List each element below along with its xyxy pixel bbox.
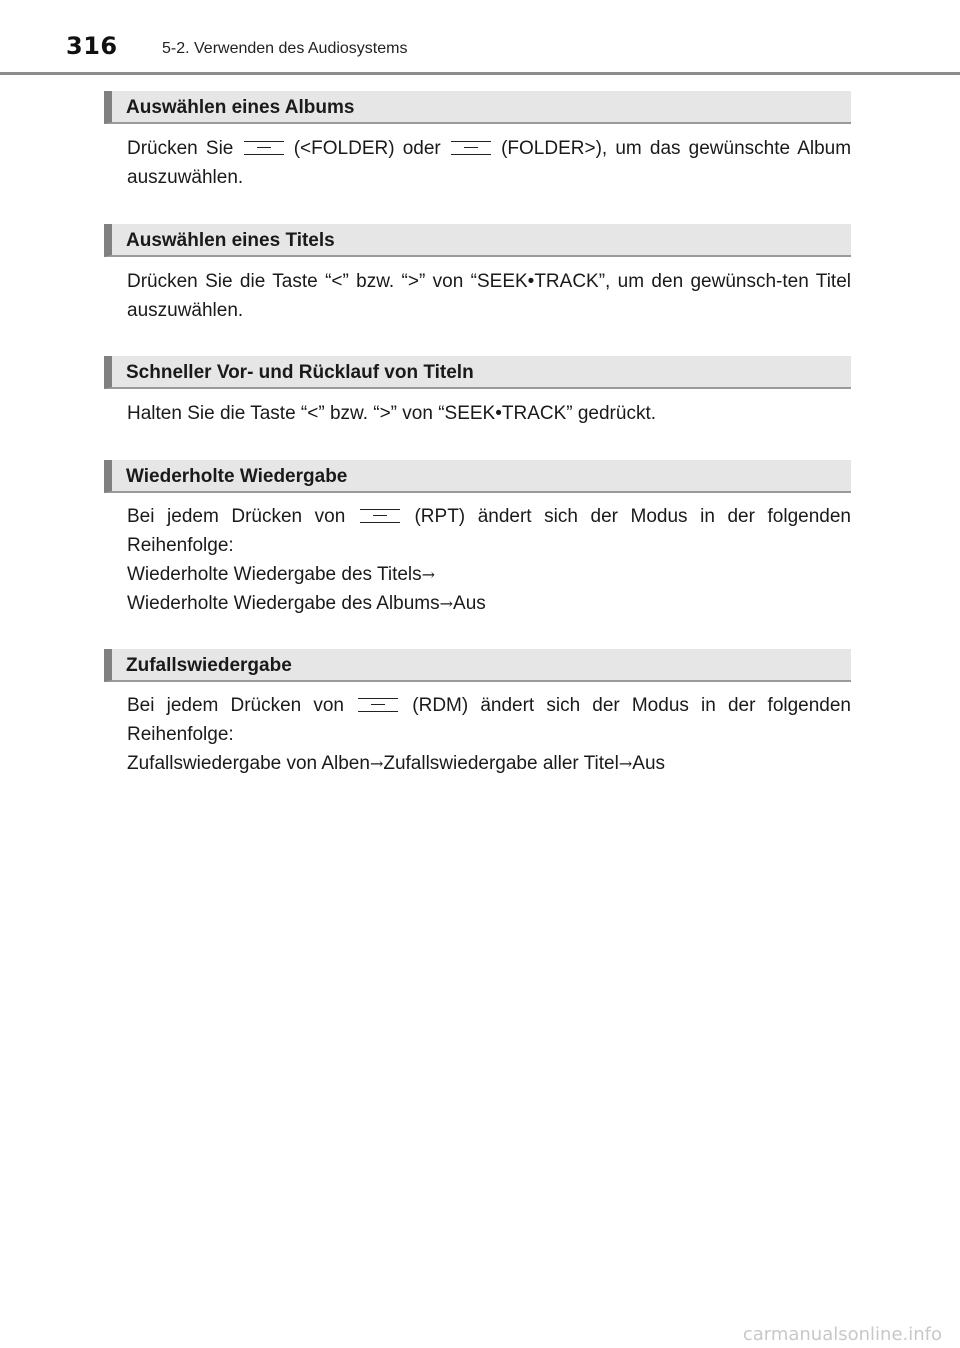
- body-text: Wiederholte Wiedergabe des Albums: [127, 593, 440, 614]
- section-title: Wiederholte Wiedergabe: [126, 466, 348, 487]
- body-text: Bei jedem Drücken von: [127, 695, 344, 716]
- watermark-text: carmanualsonline.info: [742, 1324, 942, 1345]
- body-text: Wiederholte Wiedergabe des Titels: [127, 564, 422, 585]
- page-number: 316: [66, 32, 118, 60]
- arrow-right-icon: →: [618, 754, 633, 773]
- section-heading: [104, 649, 851, 682]
- body-text: (RPT) ändert sich der Modus in der folgenden Reihenfolge:: [127, 506, 851, 556]
- section-heading: [104, 460, 851, 493]
- section-heading: [104, 224, 851, 257]
- body-text: Aus: [632, 753, 666, 774]
- arrow-right-icon: →: [439, 594, 454, 613]
- page-header: [0, 0, 960, 78]
- section-body: [104, 134, 851, 192]
- body-text: (<FOLDER) oder: [293, 138, 441, 159]
- sequence-line: [104, 560, 851, 589]
- body-text: Bei jedem Drücken von: [127, 506, 346, 527]
- rpt-button-icon: [360, 508, 400, 524]
- section-select-track: [104, 224, 851, 325]
- body-text: Aus: [453, 593, 486, 614]
- section-title: Zufallswiedergabe: [126, 655, 292, 676]
- section-heading: [104, 91, 851, 124]
- sequence-line: [104, 749, 851, 778]
- body-text: Zufallswiedergabe von Alben: [127, 753, 370, 774]
- body-text: (FOLDER>), um das gewünschte Album auszuwählen.: [127, 138, 852, 188]
- header-divider: [0, 72, 960, 75]
- arrow-right-icon: →: [369, 754, 384, 773]
- rdm-button-icon: [358, 697, 398, 713]
- arrow-right-icon: →: [421, 565, 436, 584]
- sequence-line: [104, 589, 851, 618]
- section-select-album: [104, 91, 851, 192]
- body-text: Zufallswiedergabe aller Titel: [383, 753, 619, 774]
- body-text: Drücken Sie: [127, 138, 234, 159]
- section-title: Auswählen eines Albums: [126, 97, 355, 118]
- section-body: [104, 691, 851, 749]
- section-title: Schneller Vor- und Rücklauf von Titeln: [126, 362, 474, 383]
- section-fast-forward-rewind: [104, 356, 851, 428]
- section-body: Drücken Sie die Taste “<” bzw. “>” von “SEEK•TRACK”, um den gewünsch-ten Titel auszuwählen.: [127, 271, 851, 321]
- folder-up-button-icon: [451, 140, 491, 156]
- section-random-play: [104, 649, 851, 778]
- section-repeat-play: [104, 460, 851, 618]
- section-heading: [104, 356, 851, 389]
- section-title: Auswählen eines Titels: [126, 230, 335, 251]
- folder-down-button-icon: [244, 140, 284, 156]
- chapter-title: 5-2. Verwenden des Audiosystems: [162, 40, 408, 57]
- section-body: Halten Sie die Taste “<” bzw. “>” von “SEEK•TRACK” gedrückt.: [127, 403, 657, 424]
- section-body: [104, 502, 851, 560]
- body-text: (RDM) ändert sich der Modus in der folgenden Reihenfolge:: [127, 695, 852, 745]
